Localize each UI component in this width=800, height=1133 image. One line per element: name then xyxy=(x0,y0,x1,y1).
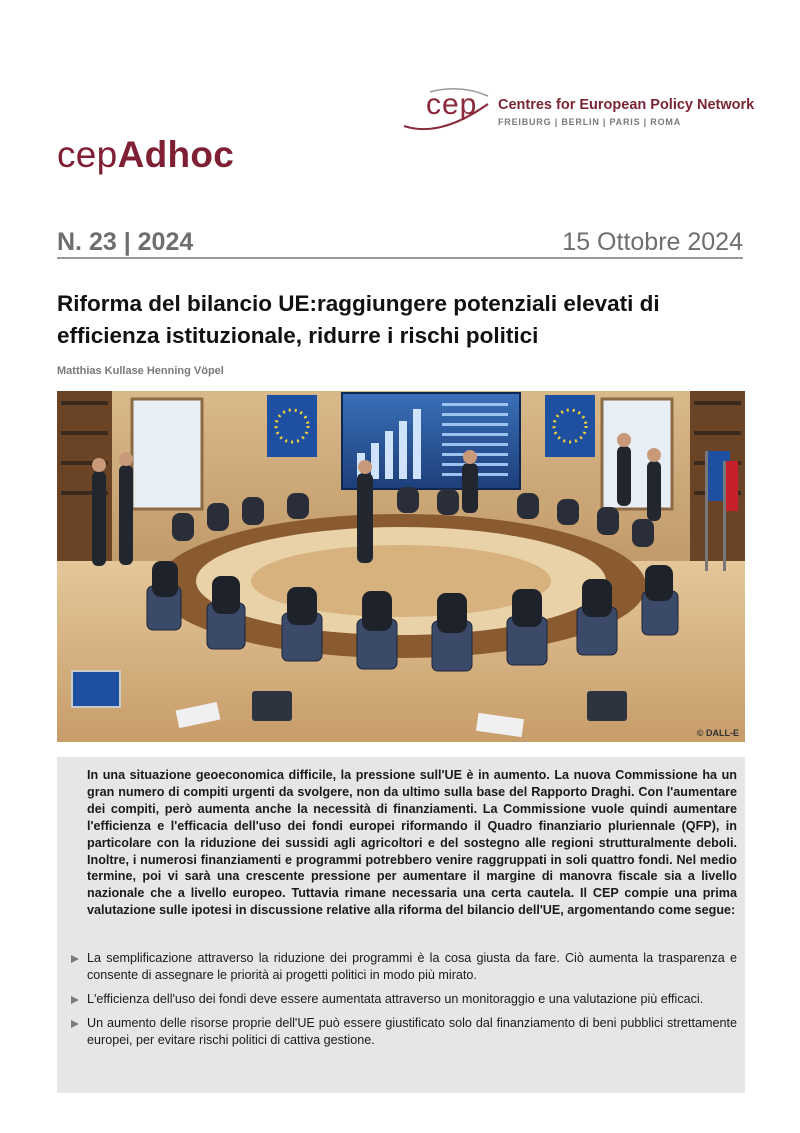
summary-bullet xyxy=(71,1015,737,1049)
triangle-bullet-icon xyxy=(71,996,79,1004)
summary-bullets xyxy=(71,950,737,1056)
summary-bullet xyxy=(71,991,737,1008)
image-credit: © DALL-E xyxy=(696,728,739,738)
summary-box xyxy=(57,757,745,1093)
issue-row xyxy=(57,228,743,258)
brand-prefix: cep xyxy=(57,134,118,175)
summary-intro: In una situazione geoeconomica difficile, la pressione sull'UE è in aumento. La nuova Commissione ha un gran numero di compiti urgenti da svolgere, non da ultimo sulla base del Rapporto Draghi. Con l'aumentare dei compiti, però aumenta anche la necessità di finanziamenti. La Commissione vuole quindi aumentare l'efficienza e l'efficacia dell'uso dei fondi europei riformando il Quadro finanziario pluriennale (QFP), in particolare con la riduzione dei sussidi agli agricoltori e del sostegno alle regioni strutturalmente deboli. Inoltre, i numerosi finanziamenti e programmi potrebbero venire raggruppati in soli quattro fondi. Nel medio termine, poi vi sarà una crescente pressione per aumentare il margine di manovra fiscale sia a livello nazionale che a livello europeo. Tuttavia rimane necessaria una certa cautela. Il CEP compie una prima valutazione sulle ipotesi in discussione relative alla riforma del bilancio dell'UE, argomentando come segue: xyxy=(87,768,737,918)
logo-wordmark: cep xyxy=(426,88,478,121)
logo-cities: FREIBURG | BERLIN | PARIS | ROMA xyxy=(498,117,681,127)
issue-number: N. 23 | 2024 xyxy=(57,228,194,256)
authors: Matthias Kullase Henning Vöpel xyxy=(57,365,224,377)
issue-date: 15 Ottobre 2024 xyxy=(562,228,743,256)
bullet-text: L'efficienza dell'uso dei fondi deve essere aumentata attraverso un monitoraggio e una valutazione più efficaci. xyxy=(87,992,704,1006)
meeting-illustration-icon xyxy=(57,391,745,742)
document-title: Riforma del bilancio UE:raggiungere potenziali elevati di efficienza istituzionale, ridurre i rischi politici xyxy=(57,291,660,348)
bullet-text: Un aumento delle risorse proprie dell'UE può essere giustificato solo dal finanziamento di beni pubblici strettamente europei, per evitare rischi politici di cattiva gestione. xyxy=(87,1016,737,1047)
summary-bullet xyxy=(71,950,737,984)
bullet-text: La semplificazione attraverso la riduzione dei programmi è la cosa giusta da fare. Ciò aumenta la trasparenza e consente di assegnare le priorità ai progetti politici in modo più mirato. xyxy=(87,951,737,982)
brand-suffix: Adhoc xyxy=(117,134,235,175)
cep-network-logo xyxy=(400,86,760,136)
meeting-illustration xyxy=(57,391,745,742)
issue-divider xyxy=(57,257,743,259)
triangle-bullet-icon xyxy=(71,1020,79,1028)
publication-brand xyxy=(57,134,234,176)
triangle-bullet-icon xyxy=(71,955,79,963)
logo-network-name: Centres for European Policy Network xyxy=(498,97,755,113)
